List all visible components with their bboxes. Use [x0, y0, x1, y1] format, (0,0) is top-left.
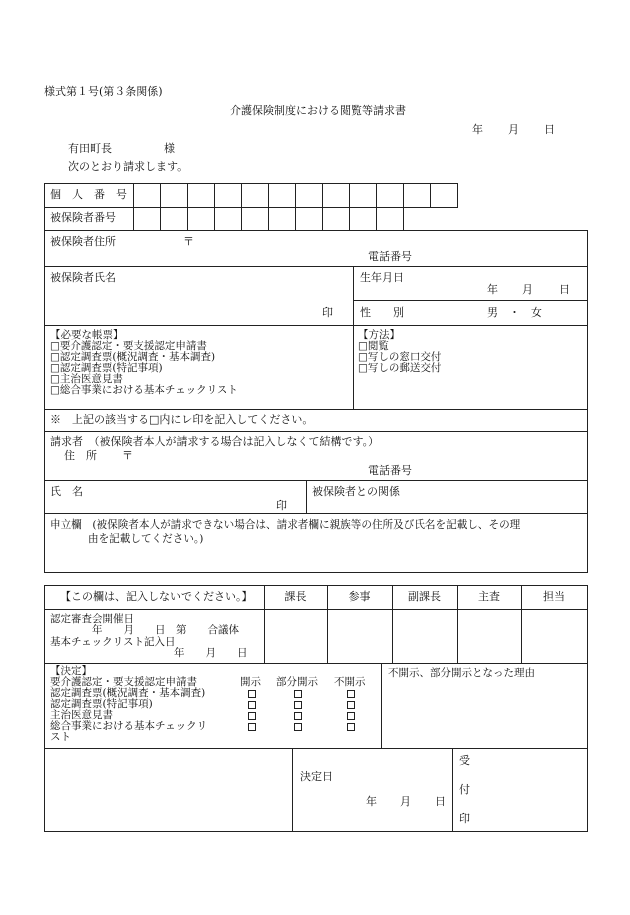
insured-number-input[interactable]	[134, 208, 403, 229]
nondisclosure-reason-label: 不開示、部分開示となった理由	[388, 667, 535, 679]
checkbox[interactable]	[347, 701, 355, 709]
decision-year: 年	[366, 795, 377, 808]
birthdate-label: 生年月日	[360, 271, 404, 284]
decision-heading: 【決定】	[50, 665, 92, 677]
insured-address-label: 被保険者住所	[50, 235, 116, 248]
requester-name-input[interactable]	[90, 484, 270, 510]
col-partial: 部分開示	[276, 676, 318, 688]
document-item[interactable]: □主治医意見書	[50, 373, 123, 385]
insured-name-label: 被保険者氏名	[50, 271, 116, 284]
insured-number-label: 被保険者番号	[50, 211, 116, 224]
relation-label: 被保険者との関係	[312, 485, 400, 498]
meeting-date-label: 認定審査会開催日	[50, 613, 134, 625]
requester-address-input[interactable]	[136, 447, 584, 477]
checkmark-note: ※ 上記の該当する□内にレ印を記入してください。	[50, 413, 314, 426]
receipt-stamp-2: 付	[459, 783, 470, 796]
checkbox[interactable]	[294, 712, 302, 720]
role-fukukacho: 副課長	[408, 590, 441, 603]
office-notice: 【この欄は、記入しないでください。】	[60, 590, 253, 603]
form-number: 様式第１号(第３条関係)	[44, 85, 163, 98]
decision-row: 認定調査票(概況調査・基本調査)	[50, 687, 206, 699]
date-year: 年	[472, 123, 483, 136]
decision-day: 日	[435, 795, 446, 808]
reason-label-line1: 申立欄 (被保険者本人が請求できない場合は、請求者欄に親族等の住所及び氏名を記載し、その理	[50, 519, 521, 531]
birth-day: 日	[559, 283, 570, 296]
col-nondisclose: 不開示	[334, 676, 366, 688]
checkbox[interactable]	[347, 690, 355, 698]
checkbox[interactable]	[248, 701, 256, 709]
role-kacho: 課長	[284, 590, 307, 603]
col-disclose: 開示	[240, 676, 261, 688]
requester-address-label: 住 所	[64, 449, 97, 462]
method-heading: 【方法】	[358, 329, 400, 341]
checklist-date-label: 基本チェックリスト記入日	[50, 636, 176, 648]
requester-label: 請求者 （被保険者本人が請求する場合は記入しなくて結構です。）	[50, 435, 380, 448]
checkbox[interactable]	[294, 723, 302, 731]
postal-mark: 〒	[183, 235, 194, 248]
document-item[interactable]: □認定調査票(概況調査・基本調査)	[50, 351, 216, 363]
personal-number-input[interactable]	[134, 184, 457, 206]
decision-row: 総合事業における基本チェックリ	[50, 720, 208, 732]
checkbox[interactable]	[248, 712, 256, 720]
sex-options[interactable]: 男 ・ 女	[487, 306, 542, 319]
decision-row: 要介護認定・要支援認定申請書	[50, 676, 197, 688]
checkbox[interactable]	[248, 723, 256, 731]
checkbox[interactable]	[248, 690, 256, 698]
checkbox[interactable]	[347, 712, 355, 720]
receipt-stamp-3: 印	[459, 812, 470, 825]
checklist-date-value: 年 月 日	[174, 647, 248, 659]
insured-name-input[interactable]	[48, 286, 318, 322]
meeting-date-value: 年 月 日 第 合議体	[92, 624, 239, 636]
decision-month: 月	[400, 795, 411, 808]
form-title: 介護保険制度における閲覧等請求書	[230, 104, 406, 117]
requester-name-label: 氏 名	[50, 485, 83, 498]
role-tanto: 担当	[543, 590, 565, 603]
decision-date-label: 決定日	[300, 770, 333, 783]
requester-seal: 印	[276, 499, 287, 512]
reason-input[interactable]	[48, 547, 584, 569]
birth-month: 月	[522, 283, 533, 296]
addressee-name: 有田町長	[68, 142, 112, 155]
role-sanji: 参事	[348, 590, 371, 603]
role-shusa: 主査	[478, 590, 500, 603]
documents-heading: 【必要な帳票】	[50, 329, 124, 341]
addressee-honorific: 様	[164, 142, 175, 155]
requester-phone-label: 電話番号	[368, 464, 412, 477]
method-item[interactable]: □写しの窓口交付	[358, 351, 442, 363]
decision-row: スト	[50, 731, 71, 743]
reason-label-line2: 由を記載してください。)	[88, 533, 204, 545]
requester-postal-mark: 〒	[122, 449, 133, 462]
decision-row: 認定調査票(特記事項)	[50, 698, 153, 710]
personal-number-label: 個 人 番 号	[50, 188, 127, 201]
checkbox[interactable]	[347, 723, 355, 731]
document-item[interactable]: □総合事業における基本チェックリスト	[50, 384, 238, 396]
insured-seal: 印	[322, 306, 333, 319]
method-item[interactable]: □閲覧	[358, 340, 389, 352]
checkbox[interactable]	[294, 690, 302, 698]
relation-input[interactable]	[310, 500, 584, 511]
date-day: 日	[544, 123, 555, 136]
method-item[interactable]: □写しの郵送交付	[358, 362, 442, 374]
receipt-stamp-1: 受	[459, 754, 470, 767]
insured-address-input[interactable]	[196, 233, 584, 263]
insured-phone-label: 電話番号	[368, 250, 412, 263]
request-text: 次のとおり請求します。	[68, 160, 189, 173]
sex-label: 性 別	[360, 306, 404, 319]
date-month: 月	[508, 123, 519, 136]
document-item[interactable]: □要介護認定・要支援認定申請書	[50, 340, 207, 352]
document-item[interactable]: □認定調査票(特記事項)	[50, 362, 163, 374]
birth-year: 年	[487, 283, 498, 296]
checkbox[interactable]	[294, 701, 302, 709]
decision-row: 主治医意見書	[50, 709, 113, 721]
